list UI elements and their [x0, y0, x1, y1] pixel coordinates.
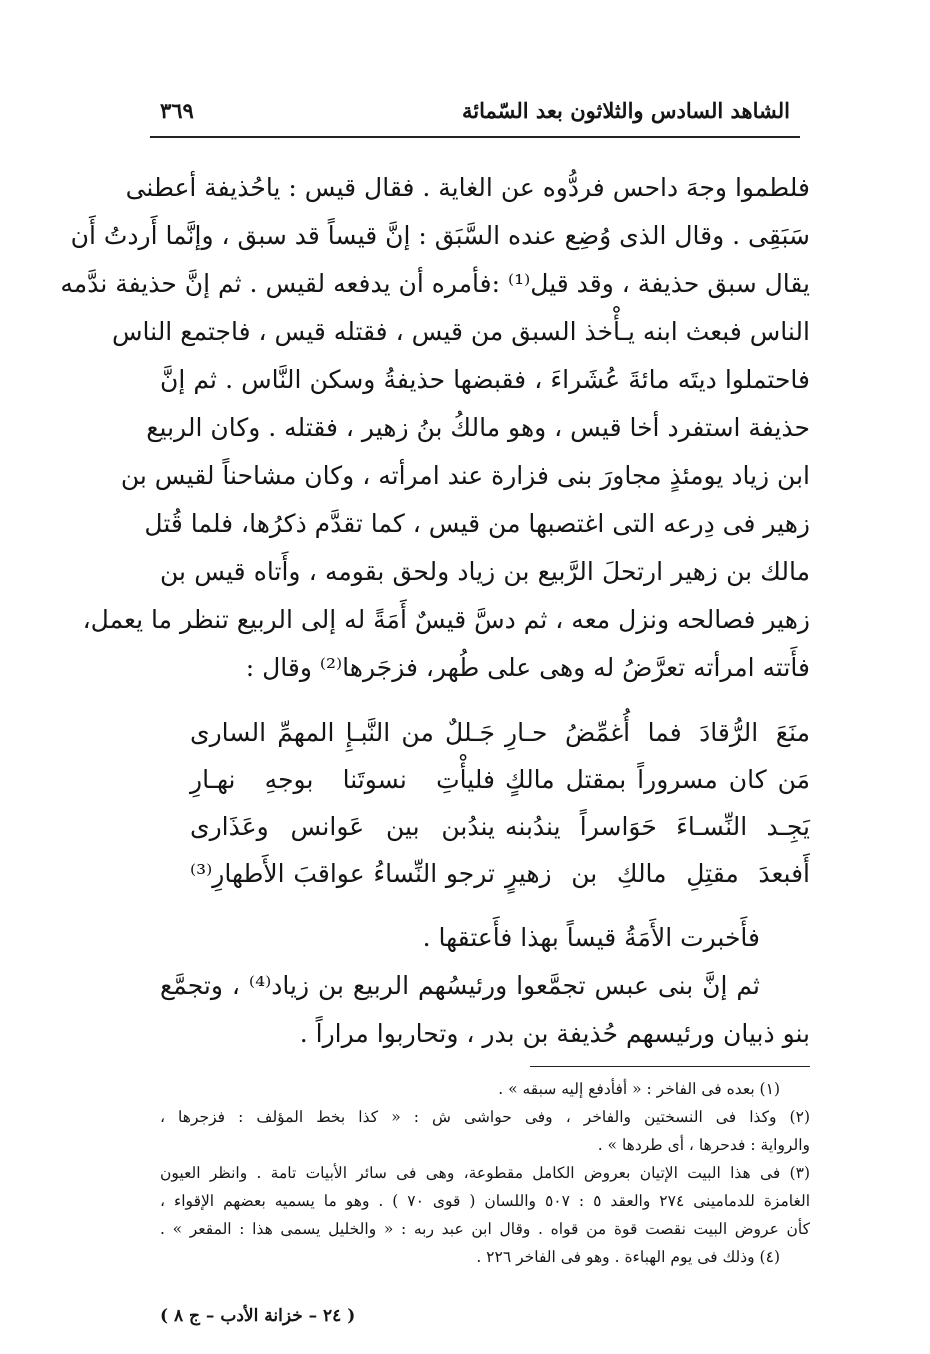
- page-number: ٣٦٩: [160, 98, 194, 123]
- footnote-line: كأن عروض البيت نقصت قوة من قواه . وقال ابن عبد ربه : « والخليل يسمى هذا : المقعر » .: [160, 1220, 810, 1238]
- poem: [160, 718, 810, 906]
- text-line: سَبَقِى . وقال الذى وُضِع عنده السَّبَق : إنَّ قيساً قد سبق ، وإنَّما أَردتُ أَن: [70, 221, 810, 250]
- text-line: الناس فبعث ابنه يـأْخذ السبق من قيس ، فقتله قيس ، فاجتمع الناس: [112, 317, 810, 346]
- printer-signature: ( ٢٤ – خزانة الأدب – ج ٨ ): [160, 1306, 356, 1326]
- text-line: بنو ذبيان ورئيسهم حُذيفة بن بدر ، وتحاربوا مراراً .: [299, 1019, 810, 1048]
- main-text: [60, 168, 810, 696]
- text-line: يقال سبق حذيفة ، وقد قيل⁽¹⁾ :فأمره أن يدفعه لقيس . ثم إنَّ حذيفة ندَّمه: [60, 269, 810, 298]
- verse-first-hemistich: مَن كان مسروراً بمقتل مالكٍ: [505, 765, 810, 794]
- header-rule: [150, 136, 800, 138]
- verse-first-hemistich: منَعَ الرُّقادَ فما أُغمِّضُ حـارِ: [505, 718, 810, 747]
- footnote-line: (٤) وذلك فى يوم الهباءة . وهو فى الفاخر ٢٢٦ .: [476, 1248, 780, 1266]
- text-line: زهير فصالحه ونزل معه ، ثم دسَّ قيسٌ أَمَةً له إلى الربيع تنظر ما يعمل،: [82, 605, 810, 634]
- text-line: فأَتته امرأته تعرَّضُ له وهى على طُهر، فزجَرها⁽²⁾ وقال :: [245, 653, 810, 682]
- poem-verse: [160, 812, 810, 859]
- footnote-line: (١) بعده فى الفاخر : « أفأدفع إليه سبقه » .: [498, 1080, 780, 1098]
- text-line: فأَخبرت الأَمَةُ قيساً بهذا فأَعتقها .: [422, 923, 760, 952]
- text-line: ثم إنَّ بنى عبس تجمَّعوا ورئيسُهم الربيع بن زياد⁽⁴⁾ ، وتجمَّع: [160, 971, 760, 1000]
- footnote-line: (٢) وكذا فى النسختين والفاخر ، وفى حواشى ش : « كذا بخط المؤلف : فزجرها ،: [160, 1108, 810, 1126]
- verse-first-hemistich: يَجِـد النِّسـاءَ حَوَاسراً يندُبنه: [505, 812, 810, 841]
- footnote-rule: [530, 1066, 810, 1067]
- page-header: [150, 98, 790, 132]
- poem-verse: [160, 718, 810, 765]
- continuation-text: [160, 918, 810, 1062]
- verse-second-hemistich: فليأْتِ نسوتَنا بوجهِ نهـارِ: [190, 765, 495, 794]
- verse-second-hemistich: ترجو النِّساءُ عواقبَ الأَطهارِ⁽³⁾: [190, 859, 495, 888]
- footnote-line: الغامزة للدمامينى ٢٧٤ والعقد ٥ : ٥٠٧ واللسان ( قوى ٧٠ ) . وهو ما يسميه بعضهم الإقواء ،: [160, 1192, 810, 1210]
- verse-second-hemistich: يندُبن بين عَوانس وعَذَارى: [190, 812, 495, 841]
- text-line: حذيفة استفرد أخا قيس ، وهو مالكُ بنُ زهير ، فقتله . وكان الربيع: [146, 413, 810, 442]
- text-line: فلطموا وجهَ داحس فردُّوه عن الغاية . فقال قيس : ياحُذيفة أعطنى: [125, 173, 810, 202]
- poem-verse: [160, 859, 810, 906]
- verse-first-hemistich: أَفبعدَ مقتِلِ مالكِ بن زهيرٍ: [505, 859, 810, 888]
- text-line: ابن زياد يومئذٍ مجاورَ بنى فزارة عند امرأته ، وكان مشاحناً لقيس بن: [120, 461, 810, 490]
- text-line: مالك بن زهير ارتحلَ الرَّبيع بن زياد ولحق بقومه ، وأَتاه قيس بن: [160, 557, 810, 586]
- running-title: الشاهد السادس والثلاثون بعد السّمائة: [461, 98, 790, 123]
- text-line: فاحتملوا ديتَه مائةَ عُشَراءَ ، فقبضها حذيفةُ وسكن النَّاس . ثم إنَّ: [160, 365, 810, 394]
- footnote-line: (٣) فى هذا البيت الإتيان بعروض الكامل مقطوعة، وهى فى سائر الأبيات تامة . وانظر العيون: [160, 1164, 810, 1182]
- footnotes: [160, 1076, 810, 1272]
- verse-second-hemistich: جَـللٌ من النَّبـإِ المهمِّ السارى: [190, 718, 495, 747]
- text-line: زهير فى دِرعه التى اغتصبها من قيس ، كما تقدَّم ذكرُها، فلما قُتل: [144, 509, 810, 538]
- footnote-line: والرواية : فدحرها ، أى طردها » .: [597, 1136, 810, 1154]
- poem-verse: [160, 765, 810, 812]
